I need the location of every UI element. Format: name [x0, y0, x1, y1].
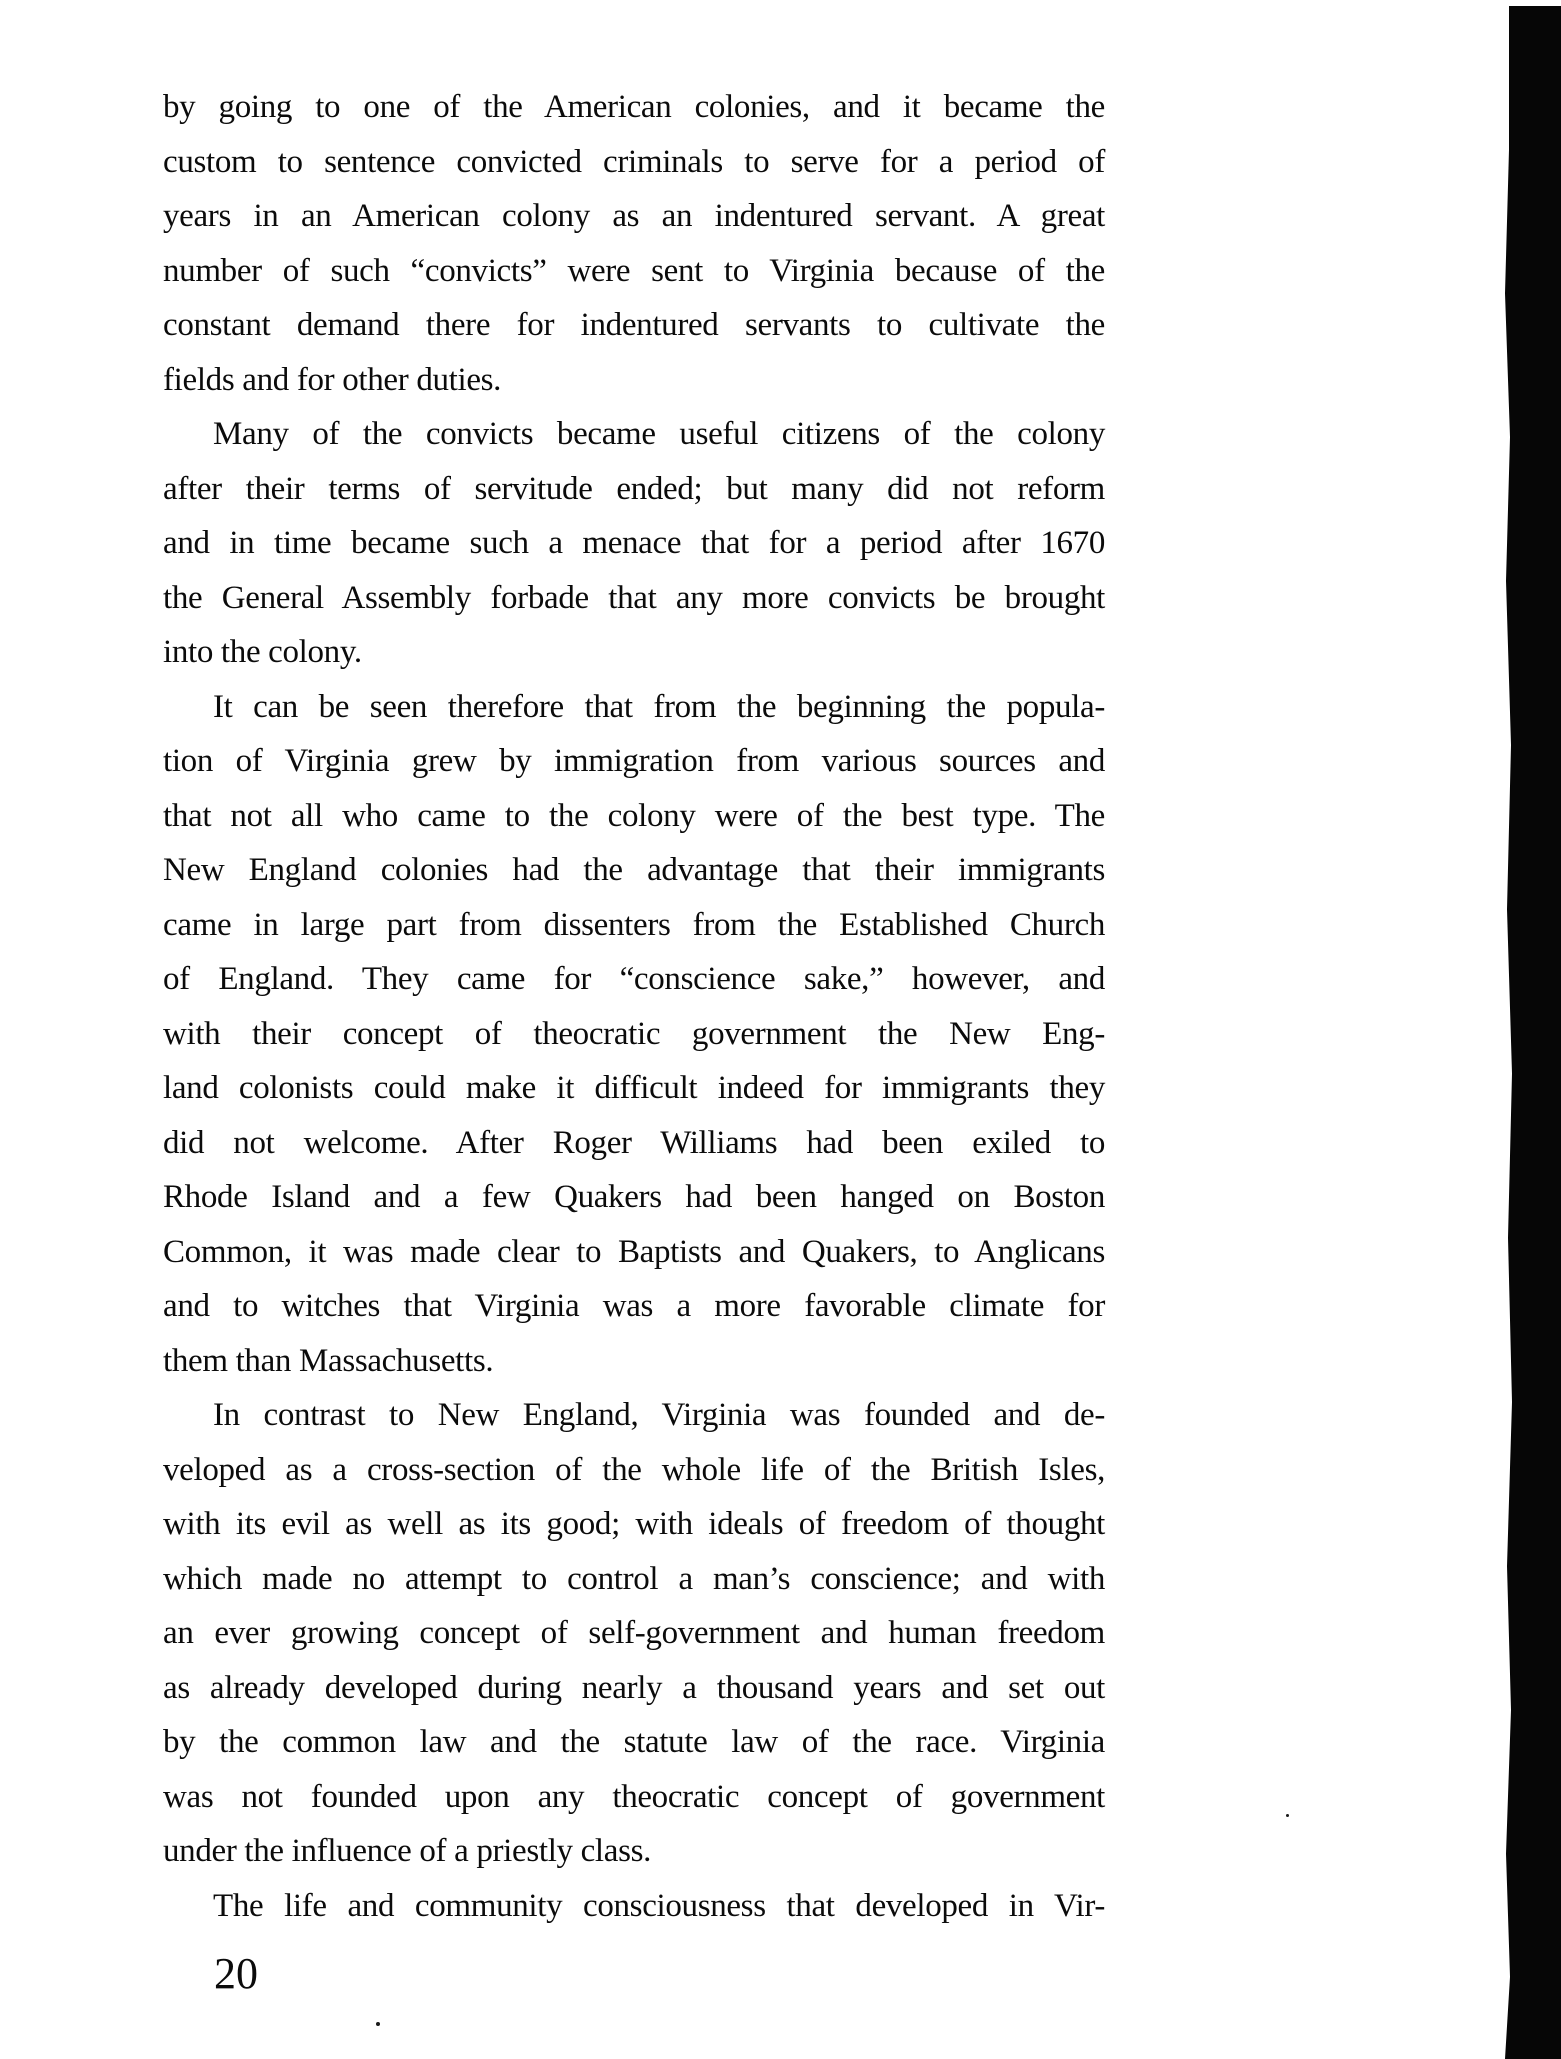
text-line: It can be seen therefore that from the beginning the popula-	[213, 688, 1105, 725]
text-line: as already developed during nearly a thousand years and set out	[163, 1669, 1105, 1706]
text-line: veloped as a cross-section of the whole life of the British Isles,	[163, 1451, 1105, 1488]
text-line: with its evil as well as its good; with ideals of freedom of thought	[163, 1506, 1105, 1542]
text-line: into the colony.	[163, 634, 362, 670]
text-line: and to witches that Virginia was a more favorable climate for	[163, 1288, 1105, 1324]
scan-speck	[1286, 1814, 1289, 1817]
page-number: 20	[214, 1949, 258, 1998]
text-line: by going to one of the American colonies, and it became the	[163, 89, 1105, 125]
text-line: under the influence of a priestly class.	[163, 1833, 652, 1869]
text-line: an ever growing concept of self-government and human freedom	[163, 1615, 1105, 1651]
text-line: them than Massachusetts.	[163, 1342, 494, 1379]
text-line: and in time became such a menace that for a period after 1670	[163, 525, 1105, 561]
text-line: Rhode Island and a few Quakers had been hanged on Boston	[163, 1179, 1105, 1215]
text-line: of England. They came for “conscience sake,” however, and	[163, 961, 1105, 997]
text-line: Common, it was made clear to Baptists and Quakers, to Anglicans	[163, 1233, 1105, 1270]
text-line: constant demand there for indentured servants to cultivate the	[163, 307, 1105, 343]
text-line: came in large part from dissenters from the Established Church	[163, 906, 1105, 943]
text-line: years in an American colony as an indentured servant. A great	[163, 198, 1105, 234]
text-line: fields and for other duties.	[163, 361, 502, 398]
text-line: after their terms of servitude ended; but many did not reform	[163, 470, 1105, 507]
text-line: number of such “convicts” were sent to Virginia because of the	[163, 252, 1105, 289]
text-line: by the common law and the statute law of the race. Virginia	[163, 1724, 1105, 1760]
text-line: land colonists could make it difficult indeed for immigrants they	[163, 1070, 1105, 1106]
text-line: Many of the convicts became useful citizens of the colony	[213, 416, 1105, 452]
text-line: tion of Virginia grew by immigration from various sources and	[163, 743, 1105, 779]
text-line: the General Assembly forbade that any more convicts be brought	[163, 579, 1105, 616]
text-line: with their concept of theocratic government the New Eng-	[163, 1015, 1105, 1052]
book-gutter-shadow	[1503, 6, 1561, 2059]
text-line: was not founded upon any theocratic concept of government	[163, 1778, 1105, 1815]
text-line: The life and community consciousness that developed in Vir-	[213, 1887, 1105, 1924]
text-line: which made no attempt to control a man’s conscience; and with	[163, 1560, 1105, 1597]
text-block	[163, 80, 1105, 1933]
scan-speck	[376, 2022, 380, 2026]
text-line: did not welcome. After Roger Williams had been exiled to	[163, 1124, 1105, 1161]
text-line: that not all who came to the colony were of the best type. The	[163, 797, 1105, 834]
text-line: custom to sentence convicted criminals to serve for a period of	[163, 143, 1105, 180]
text-line: New England colonies had the advantage that their immigrants	[163, 852, 1105, 888]
text-line: In contrast to New England, Virginia was founded and de-	[213, 1397, 1105, 1433]
